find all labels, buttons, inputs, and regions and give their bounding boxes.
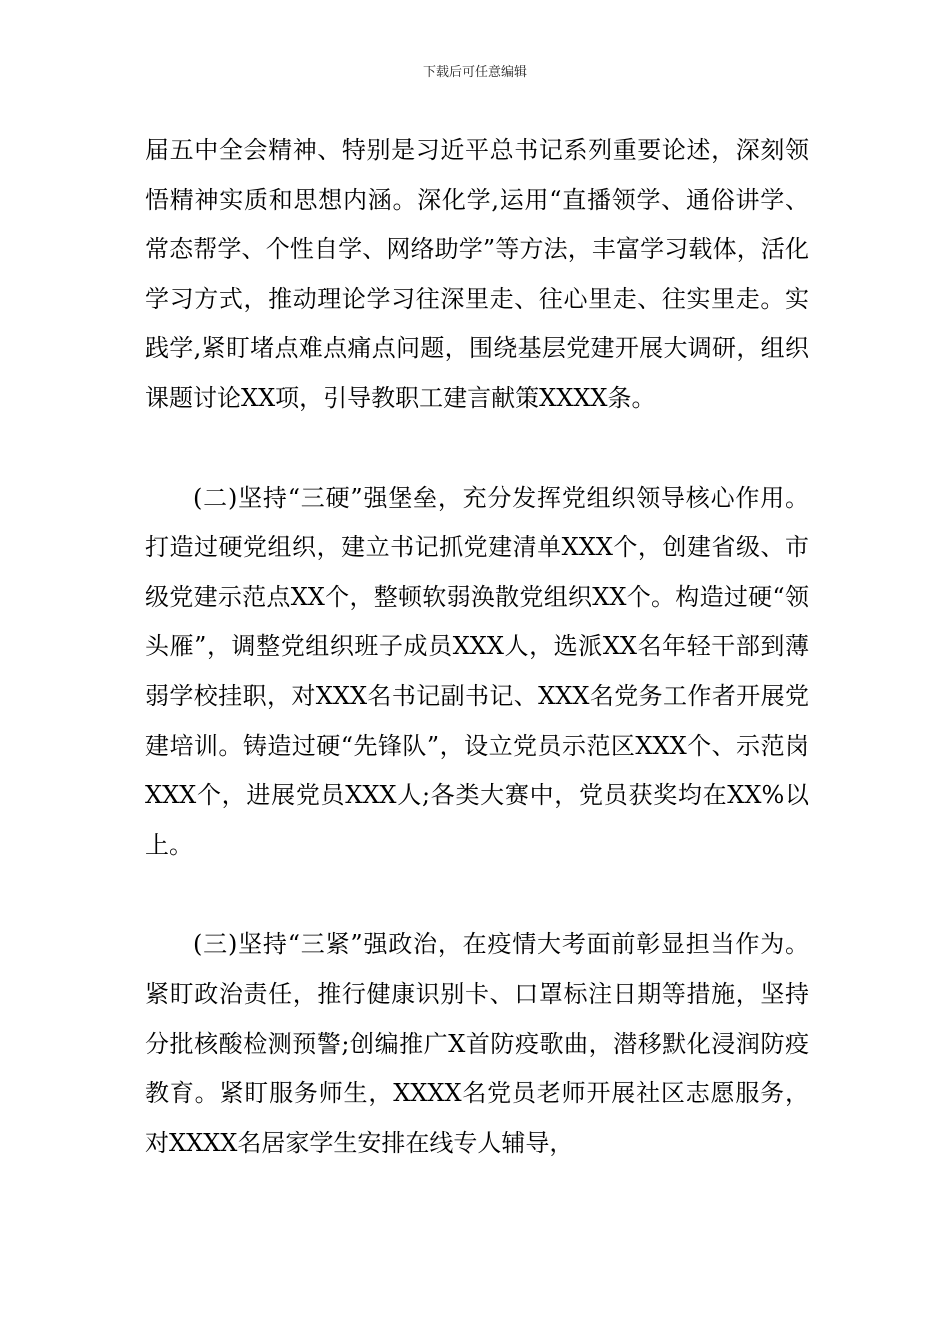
paragraph-section-two: (二)坚持“三硬”强堡垒，充分发挥党组织领导核心作用。打造过硬党组织，建立书记抓党建清单XXX个，创建省级、市级党建示范点XX个，整顿软弱涣散党组织XX个。构造过硬“领头雁”，调整党组织班子成员XXX人，选派XX名年轻干部到薄弱学校挂职，对XXX名书记副书记、XXX名党务工作者开展党建培训。铸造过硬“先锋队”，设立党员示范区XXX个、示范岗XXX个，进展党员XXX人;各类大赛中，党员获奖均在XX%以上。 bbox=[145, 483, 809, 859]
document-body bbox=[145, 126, 809, 1168]
paragraph-continuation: 届五中全会精神、特别是习近平总书记系列重要论述，深刻领悟精神实质和思想内涵。深化学,运用“直播领学、通俗讲学、常态帮学、个性自学、网络助学”等方法，丰富学习载体，活化学习方式，推动理论学习往深里走、往心里走、往实里走。实践学,紧盯堵点难点痛点问题，围绕基层党建开展大调研，组织课题讨论XX项，引导教职工建言献策XXXX条。 bbox=[145, 136, 809, 412]
page-header: 下载后可任意编辑 bbox=[422, 65, 527, 80]
paragraph-section-three: (三)坚持“三紧”强政治，在疫情大考面前彰显担当作为。紧盯政治责任，推行健康识别卡、口罩标注日期等措施，坚持分批核酸检测预警;创编推广X首防疫歌曲，潜移默化浸润防疫教育。紧盯服务师生，XXXX名党员老师开展社区志愿服务，对XXXX名居家学生安排在线专人辅导， bbox=[145, 930, 809, 1157]
